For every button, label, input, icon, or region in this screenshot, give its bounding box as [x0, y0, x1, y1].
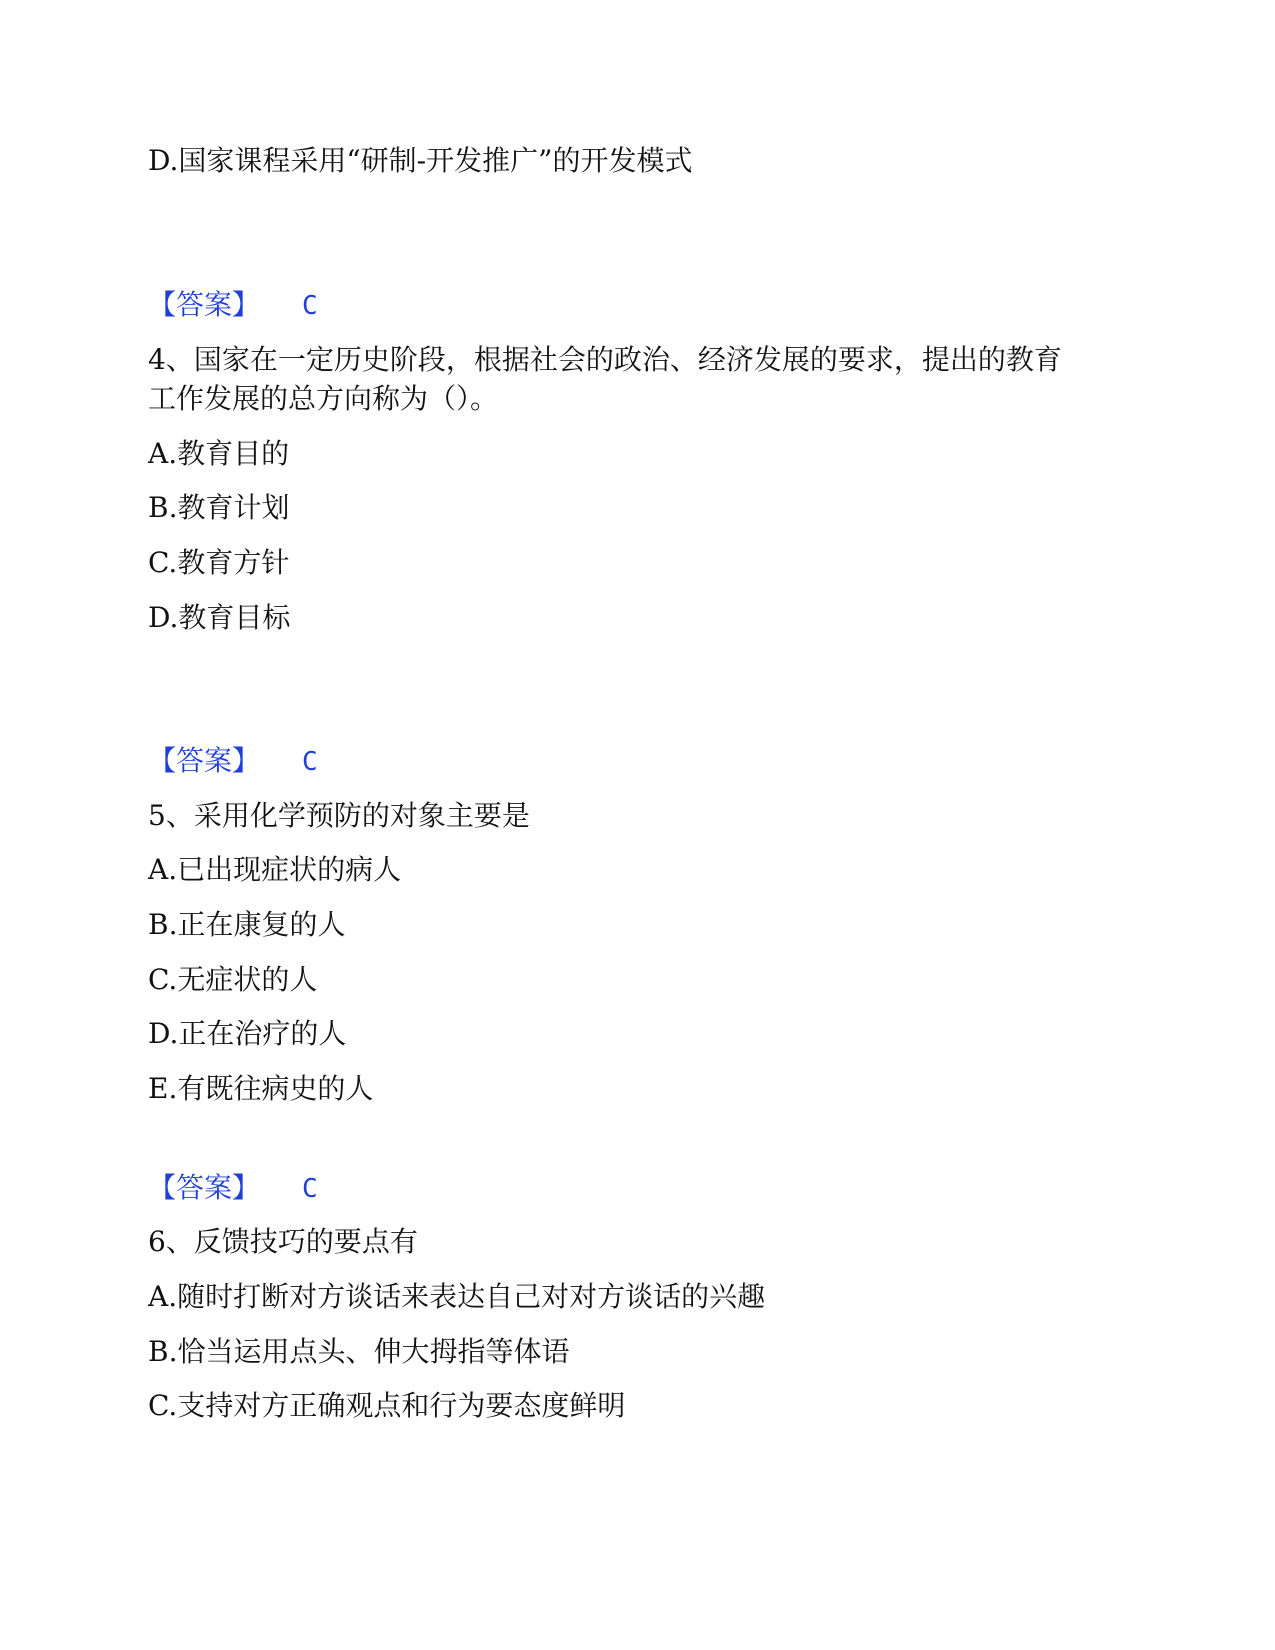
q5-option-b: B.正在康复的人	[148, 908, 346, 941]
answer-label: 【答案】	[148, 1171, 261, 1204]
q4-option-b: B.教育计划	[148, 491, 290, 524]
answer-label: 【答案】	[148, 288, 261, 321]
answer-value: C	[302, 747, 318, 777]
answer-q5	[148, 1170, 318, 1207]
q5-stem: 5、采用化学预防的对象主要是	[148, 799, 530, 832]
q5-option-d: D.正在治疗的人	[148, 1017, 347, 1050]
q4-option-d: D.教育目标	[148, 601, 291, 634]
answer-value: C	[302, 291, 318, 321]
q4-option-a: A.教育目的	[148, 437, 290, 470]
q4-stem-line-1: 4、国家在一定历史阶段，根据社会的政治、经济发展的要求，提出的教育	[148, 343, 1062, 376]
answer-label: 【答案】	[148, 744, 261, 777]
answer-q4	[148, 743, 318, 780]
q6-option-c: C.支持对方正确观点和行为要态度鲜明	[148, 1389, 626, 1422]
answer-value: C	[302, 1174, 318, 1204]
q5-option-e: E.有既往病史的人	[148, 1072, 374, 1105]
q4-option-c: C.教育方针	[148, 546, 290, 579]
q6-option-b: B.恰当运用点头、伸大拇指等体语	[148, 1335, 570, 1368]
answer-q3	[148, 287, 318, 324]
q5-option-a: A.已出现症状的病人	[148, 853, 402, 886]
q5-option-c: C.无症状的人	[148, 963, 318, 996]
q4-stem-line-2: 工作发展的总方向称为（）。	[148, 382, 499, 415]
q6-option-a: A.随时打断对方谈话来表达自己对对方谈话的兴趣	[148, 1280, 766, 1313]
q6-stem: 6、反馈技巧的要点有	[148, 1225, 418, 1258]
q3-option-d: D.国家课程采用“研制-开发推广”的开发模式	[148, 144, 693, 177]
